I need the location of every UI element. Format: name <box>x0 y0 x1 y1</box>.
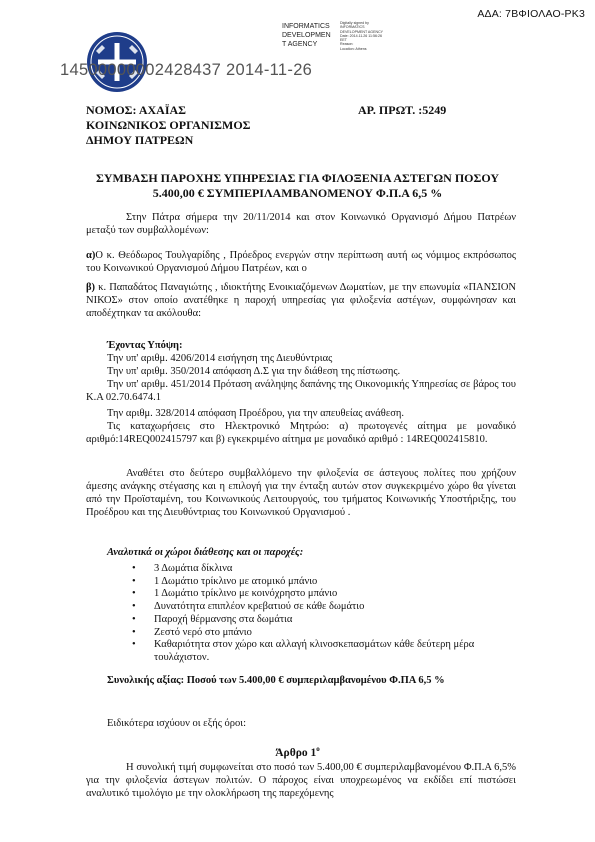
list-item <box>130 563 520 576</box>
digital-signature-block <box>340 21 383 51</box>
registration-stamp: 14500000002428437 2014-11-26 <box>60 61 313 79</box>
list-item-text: Ζεστό νερό στο μπάνιο <box>154 626 252 638</box>
list-item <box>130 627 520 640</box>
signature-line: INFORMATICS <box>340 25 365 30</box>
list-item-text: 1 Δωμάτιο τρίκλινο με ατομικό μπάνιο <box>154 575 318 587</box>
spaces-list <box>130 563 520 665</box>
assignment-paragraph: Αναθέτει στο δεύτερο συμβαλλόμενο την φιλοξενία σε άστεγους πολίτες που χρήζουν άμεσης ανάγκης στέγασης και η επιλογή για την ένταξη αυτών στον συγκεκριμένο χώρο θα γίνεται από την Προϊσταμένη, του Κοινωνικούς Λειτουργούς, του τμήματος Κοινωνικής Υποστήριξης, του Προέδρου και της Διευθύντριας του Κοινωνικού Οργανισμού . <box>86 468 516 518</box>
spaces-heading: Αναλυτικά οι χώροι διάθεσης και οι παροχές: <box>107 547 304 558</box>
bullet-icon: • <box>132 601 136 613</box>
title-line: ΣΥΜΒΑΣΗ ΠΑΡΟΧΗΣ ΥΠΗΡΕΣΙΑΣ ΓΙΑ ΦΙΛΟΞΕΝΙΑ ΑΣΤΕΓΩΝ ΠΟΣΟΥ <box>95 171 500 185</box>
signature-line: DEVELOPMENT AGENCY <box>340 29 384 34</box>
bullet-icon: • <box>132 575 136 587</box>
header-prefecture: ΝΟΜΟΣ: ΑΧΑΪΑΣ <box>86 103 187 117</box>
agency-label <box>282 22 331 49</box>
list-item <box>130 576 520 589</box>
signature-line: Reason: <box>340 42 354 47</box>
agency-line: T AGENCY <box>282 41 318 48</box>
considering-item: Την αριθμ. 328/2014 απόφαση Προέδρου, για την απευθείας ανάθεση. <box>107 408 405 419</box>
party-a-label: α) <box>86 250 96 261</box>
intro-paragraph: Στην Πάτρα σήμερα την 20/11/2014 και στον Κοινωνικό Οργανισμό Δήμου Πατρέων μεταξύ των συμβαλλομένων: <box>86 212 516 236</box>
list-item <box>130 639 520 664</box>
agency-line: DEVELOPMEN <box>282 32 331 39</box>
considering-heading: Έχοντας Υπόψη: <box>107 340 183 351</box>
considering-item: Την υπ' αριθμ. 451/2014 Πρόταση ανάληψης δαπάνης της Οικονομικής Υπηρεσίας σε βάρος του Κ.Α 02.70.6474.1 <box>86 379 516 403</box>
header-municipality: ΔΗΜΟΥ ΠΑΤΡΕΩΝ <box>86 133 194 147</box>
list-item-text: Καθαριότητα στον χώρο και αλλαγή κλινοσκεπασμάτων κάθε δεύτερη μέρα τουλάχιστον. <box>154 639 475 663</box>
party-b-label: β) <box>86 282 96 293</box>
title-line: 5.400,00 € ΣΥΜΠΕΡΙΛΑΜΒΑΝΟΜΕΝΟΥ Φ.Π.Α 6,5 % <box>152 186 443 200</box>
list-item <box>130 588 520 601</box>
considering-item: Την υπ' αριθμ. 350/2014 απόφαση Δ.Σ για την διάθεση της πίστωσης. <box>107 366 401 377</box>
list-item-text: Παροχή θέρμανσης στα δωμάτια <box>154 613 293 625</box>
signature-line: EET <box>340 38 347 43</box>
article-1-text: Η συνολική τιμή συμφωνείται στο ποσό των 5.400,00 € συμπεριλαμβανομένου Φ.Π.Α 6,5% για την φιλοξενία άστεγων πολιτών. Ο πάροχος είναι υποχρεωμένος να εκδίδει επί πιστώσει αναλυτικό τιμολόγιο με την ολοκλήρωση της παρεχόμενης <box>86 762 516 799</box>
bullet-icon: • <box>132 639 136 651</box>
signature-line: Digitally signed by <box>340 21 369 25</box>
bullet-icon: • <box>132 588 136 600</box>
protocol-number: ΑΡ. ΠΡΩΤ. :5249 <box>358 103 447 117</box>
article-1-title: Άρθρο 1 <box>275 746 317 759</box>
list-item-text: Δυνατότητα επιπλέον κρεβατιού σε κάθε δωμάτιο <box>154 601 365 613</box>
party-b-paragraph <box>86 281 516 320</box>
article-1-ordinal: ο <box>316 745 320 753</box>
bullet-icon: • <box>132 563 136 574</box>
signature-line: Location: Athens <box>340 46 367 51</box>
ada-code: ΑΔΑ: 7ΒΦΙΟΛΑΟ-ΡΚ3 <box>477 8 585 20</box>
document-title <box>40 171 555 201</box>
party-b-text: κ. Παπαδάτος Παναγιώτης , ιδιοκτήτης Ενοικιαζόμενων Δωματίων, με την επωνυμία «ΠΑΝΣΙΟΝ ΝΙΚΟΣ» στον οποίο ανατέθηκε η παροχή υπηρεσίας για φιλοξενία αστέγων, συμφώνησαν και αποδέχτηκαν τα ακόλουθα: <box>86 282 516 319</box>
considering-item: Τις καταχωρήσεις στο Ηλεκτρονικό Μητρώο: α) πρωτογενές αίτημα με μοναδικό αριθμό:14REQ002415797 και β) εγκεκριμένο αίτημα με μοναδικό αριθμό : 14REQ002415810. <box>86 421 516 445</box>
list-item-text: 3 Δωμάτια δίκλινα <box>154 563 233 574</box>
total-value: Συνολικής αξίας: Ποσού των 5.400,00 € συμπεριλαμβανομένου Φ.ΠΑ 6,5 % <box>107 675 445 686</box>
party-a-paragraph <box>86 249 516 275</box>
list-item-text: 1 Δωμάτιο τρίκλινο με κοινόχρηστο μπάνιο <box>154 588 338 600</box>
signature-line: Date: 2014.11.26 11:56:26 <box>340 33 383 38</box>
party-a-text: Ο κ. Θεόδωρος Τουλγαρίδης , Πρόεδρος ενεργών στην περίπτωση αυτή ως νόμιμος εκπρόσωπος του Κοινωνικού Οργανισμού Δήμου Πατρέων, και ο <box>86 250 516 274</box>
article-1-heading <box>0 745 595 759</box>
bullet-icon: • <box>132 626 136 638</box>
list-item <box>130 601 520 614</box>
terms-intro: Ειδικότερα ισχύουν οι εξής όροι: <box>107 718 247 729</box>
header-organization: ΚΟΙΝΩΝΙΚΟΣ ΟΡΓΑΝΙΣΜΟΣ <box>86 118 251 132</box>
list-item <box>130 614 520 627</box>
bullet-icon: • <box>132 613 136 625</box>
considering-item: Την υπ' αριθμ. 4206/2014 εισήγηση της Διευθύντριας <box>107 353 333 364</box>
agency-line: INFORMATICS <box>282 23 330 30</box>
